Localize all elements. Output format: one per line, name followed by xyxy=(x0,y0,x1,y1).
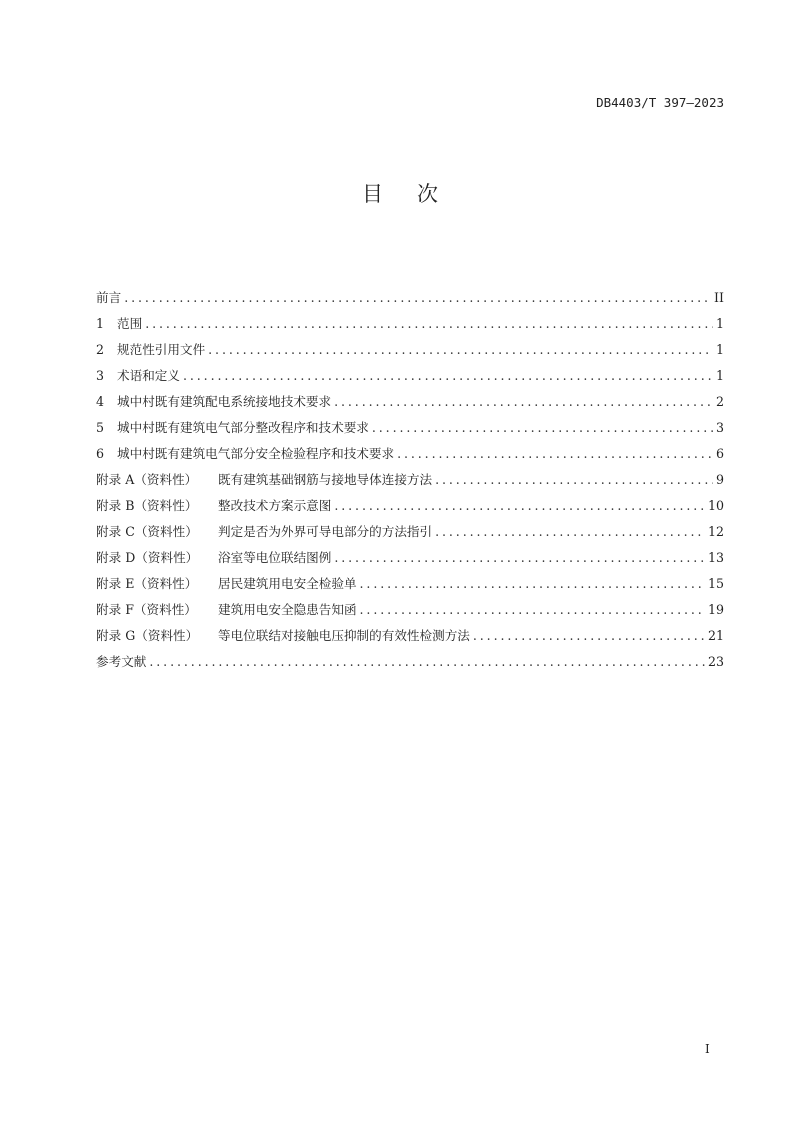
toc-entry[interactable] xyxy=(96,391,724,417)
toc-title: 整改技术方案示意图 xyxy=(218,498,332,513)
toc-page: 6 xyxy=(715,446,724,461)
toc-entry[interactable] xyxy=(96,651,724,677)
toc-entry[interactable] xyxy=(96,599,724,625)
toc-page: II xyxy=(714,290,724,305)
dot-leader xyxy=(334,498,705,513)
toc-page: 19 xyxy=(707,602,724,617)
dot-leader xyxy=(473,628,705,643)
toc-entry[interactable] xyxy=(96,521,724,547)
toc-title: 居民建筑用电安全检验单 xyxy=(218,576,357,591)
toc-appendix-label: 附录 C（资料性） xyxy=(96,524,198,539)
toc-number: 2 xyxy=(96,342,105,357)
dot-leader xyxy=(334,394,713,409)
toc-entry[interactable] xyxy=(96,443,724,469)
toc-number: 3 xyxy=(96,368,105,383)
title-char: 次 xyxy=(417,182,438,206)
toc-entry[interactable] xyxy=(96,495,724,521)
toc-title: 城中村既有建筑电气部分安全检验程序和技术要求 xyxy=(117,446,395,461)
toc-entry[interactable] xyxy=(96,339,724,365)
dot-leader xyxy=(435,524,705,539)
toc-entry[interactable] xyxy=(96,469,724,495)
toc-page: 12 xyxy=(707,524,724,539)
toc-number: 1 xyxy=(96,316,105,331)
dot-leader xyxy=(360,576,705,591)
toc-appendix-label: 附录 E（资料性） xyxy=(96,576,198,591)
toc-page: 1 xyxy=(715,342,724,357)
toc-appendix-label: 附录 A（资料性） xyxy=(96,472,198,487)
toc-page: 10 xyxy=(707,498,724,513)
toc-page: 21 xyxy=(707,628,724,643)
toc-page: 3 xyxy=(715,420,724,435)
toc-entry[interactable] xyxy=(96,547,724,573)
dot-leader xyxy=(149,654,705,669)
toc-title: 术语和定义 xyxy=(117,368,180,383)
toc-page: 23 xyxy=(707,654,724,669)
toc-title: 城中村既有建筑配电系统接地技术要求 xyxy=(117,394,332,409)
toc-entry[interactable] xyxy=(96,287,724,313)
toc-title: 既有建筑基础钢筋与接地导体连接方法 xyxy=(218,472,433,487)
toc-page: 13 xyxy=(707,550,724,565)
toc-number: 4 xyxy=(96,394,105,409)
dot-leader xyxy=(435,472,713,487)
title-char: 目 xyxy=(362,182,383,206)
document-id: DB4403/T 397—2023 xyxy=(596,95,724,110)
toc-title: 等电位联结对接触电压抑制的有效性检测方法 xyxy=(218,628,470,643)
dot-leader xyxy=(183,368,713,383)
toc-title: 规范性引用文件 xyxy=(117,342,206,357)
dot-leader xyxy=(208,342,713,357)
page-number: I xyxy=(705,1042,710,1056)
toc-title: 浴室等电位联结图例 xyxy=(218,550,332,565)
toc-page: 2 xyxy=(715,394,724,409)
toc-appendix-label: 附录 G（资料性） xyxy=(96,628,199,643)
toc-number: 6 xyxy=(96,446,105,461)
toc-appendix-label: 附录 B（资料性） xyxy=(96,498,198,513)
dot-leader xyxy=(145,316,713,331)
toc-appendix-label: 附录 F（资料性） xyxy=(96,602,197,617)
toc-appendix-label: 附录 D（资料性） xyxy=(96,550,199,565)
toc-page: 15 xyxy=(707,576,724,591)
toc-title: 建筑用电安全隐患告知函 xyxy=(218,602,357,617)
table-of-contents xyxy=(96,287,724,677)
toc-entry[interactable] xyxy=(96,365,724,391)
toc-page: 9 xyxy=(715,472,724,487)
toc-entry[interactable] xyxy=(96,313,724,339)
toc-entry[interactable] xyxy=(96,625,724,651)
toc-page: 1 xyxy=(715,368,724,383)
dot-leader xyxy=(372,420,713,435)
toc-entry[interactable] xyxy=(96,417,724,443)
dot-leader xyxy=(124,290,711,305)
toc-page: 1 xyxy=(715,316,724,331)
toc-entry[interactable] xyxy=(96,573,724,599)
toc-title: 参考文献 xyxy=(96,654,147,669)
toc-title: 判定是否为外界可导电部分的方法指引 xyxy=(218,524,433,539)
toc-title: 范围 xyxy=(117,316,143,331)
dot-leader xyxy=(360,602,705,617)
page-title xyxy=(0,178,800,208)
dot-leader xyxy=(397,446,713,461)
toc-title: 城中村既有建筑电气部分整改程序和技术要求 xyxy=(117,420,369,435)
dot-leader xyxy=(334,550,705,565)
toc-number: 5 xyxy=(96,420,105,435)
toc-title: 前言 xyxy=(96,290,122,305)
